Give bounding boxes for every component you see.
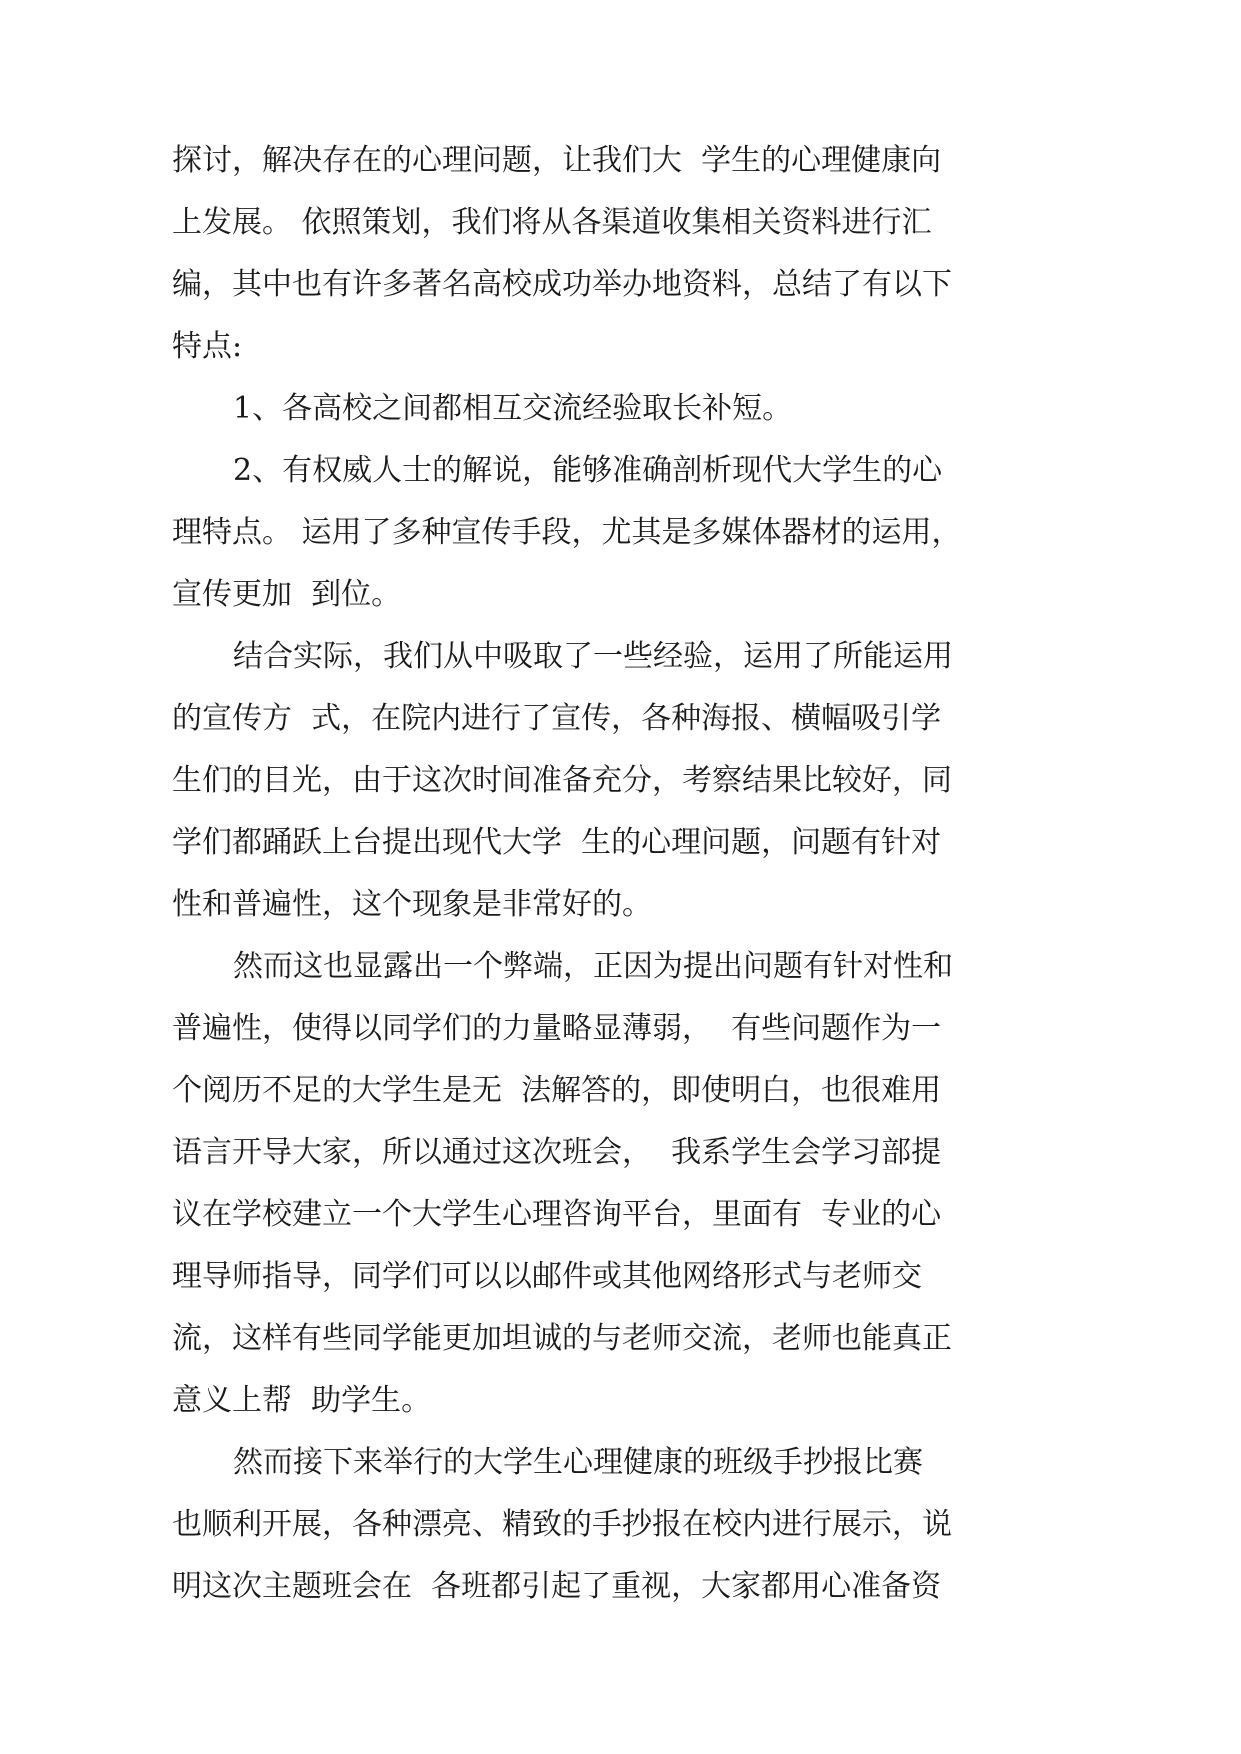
text-line: 流，这样有些同学能更加坦诚的与老师交流，老师也能真正 xyxy=(172,1321,952,1356)
text-line: 特点: xyxy=(172,329,243,364)
text-line: 性和普遍性，这个现象是非常好的。 xyxy=(172,887,652,922)
text-line: 个阅历不足的大学生是无 法解答的，即使明白，也很难用 xyxy=(172,1073,942,1108)
text-line: 探讨，解决存在的心理问题，让我们大 学生的心理健康向 xyxy=(172,143,942,178)
text-line: 然而接下来举行的大学生心理健康的班级手抄报比赛 xyxy=(233,1445,923,1480)
text-line: 议在学校建立一个大学生心理咨询平台，里面有 专业的心 xyxy=(172,1197,942,1232)
text-line: 理特点。 运用了多种宣传手段，尤其是多媒体器材的运用， xyxy=(172,515,962,550)
text-line: 普遍性，使得以同学们的力量略显薄弱， 有些问题作为一 xyxy=(172,1011,942,1046)
list-item: 2、有权威人士的解说，能够准确剖析现代大学生的心 xyxy=(233,453,943,488)
text-line: 理导师指导，同学们可以以邮件或其他网络形式与老师交 xyxy=(172,1259,922,1294)
text-line: 学们都踊跃上台提出现代大学 生的心理问题，问题有针对 xyxy=(172,825,942,860)
text-line: 然而这也显露出一个弊端，正因为提出问题有针对性和 xyxy=(233,949,953,984)
list-item: 1、各高校之间都相互交流经验取长补短。 xyxy=(233,391,793,426)
text-line: 编，其中也有许多著名高校成功举办地资料，总结了有以下 xyxy=(172,267,952,302)
text-line: 明这次主题班会在 各班都引起了重视，大家都用心准备资 xyxy=(172,1569,942,1604)
text-line: 生们的目光，由于这次时间准备充分，考察结果比较好，同 xyxy=(172,763,952,798)
text-line: 结合实际，我们从中吸取了一些经验，运用了所能运用 xyxy=(233,639,953,674)
text-line: 也顺利开展，各种漂亮、精致的手抄报在校内进行展示，说 xyxy=(172,1507,952,1542)
text-line: 的宣传方 式，在院内进行了宣传，各种海报、横幅吸引学 xyxy=(172,701,942,736)
text-line: 意义上帮 助学生。 xyxy=(172,1383,432,1418)
text-line: 宣传更加 到位。 xyxy=(172,577,402,612)
text-line: 上发展。 依照策划，我们将从各渠道收集相关资料进行汇 xyxy=(172,205,932,240)
text-line: 语言开导大家，所以通过这次班会， 我系学生会学习部提 xyxy=(172,1135,942,1170)
